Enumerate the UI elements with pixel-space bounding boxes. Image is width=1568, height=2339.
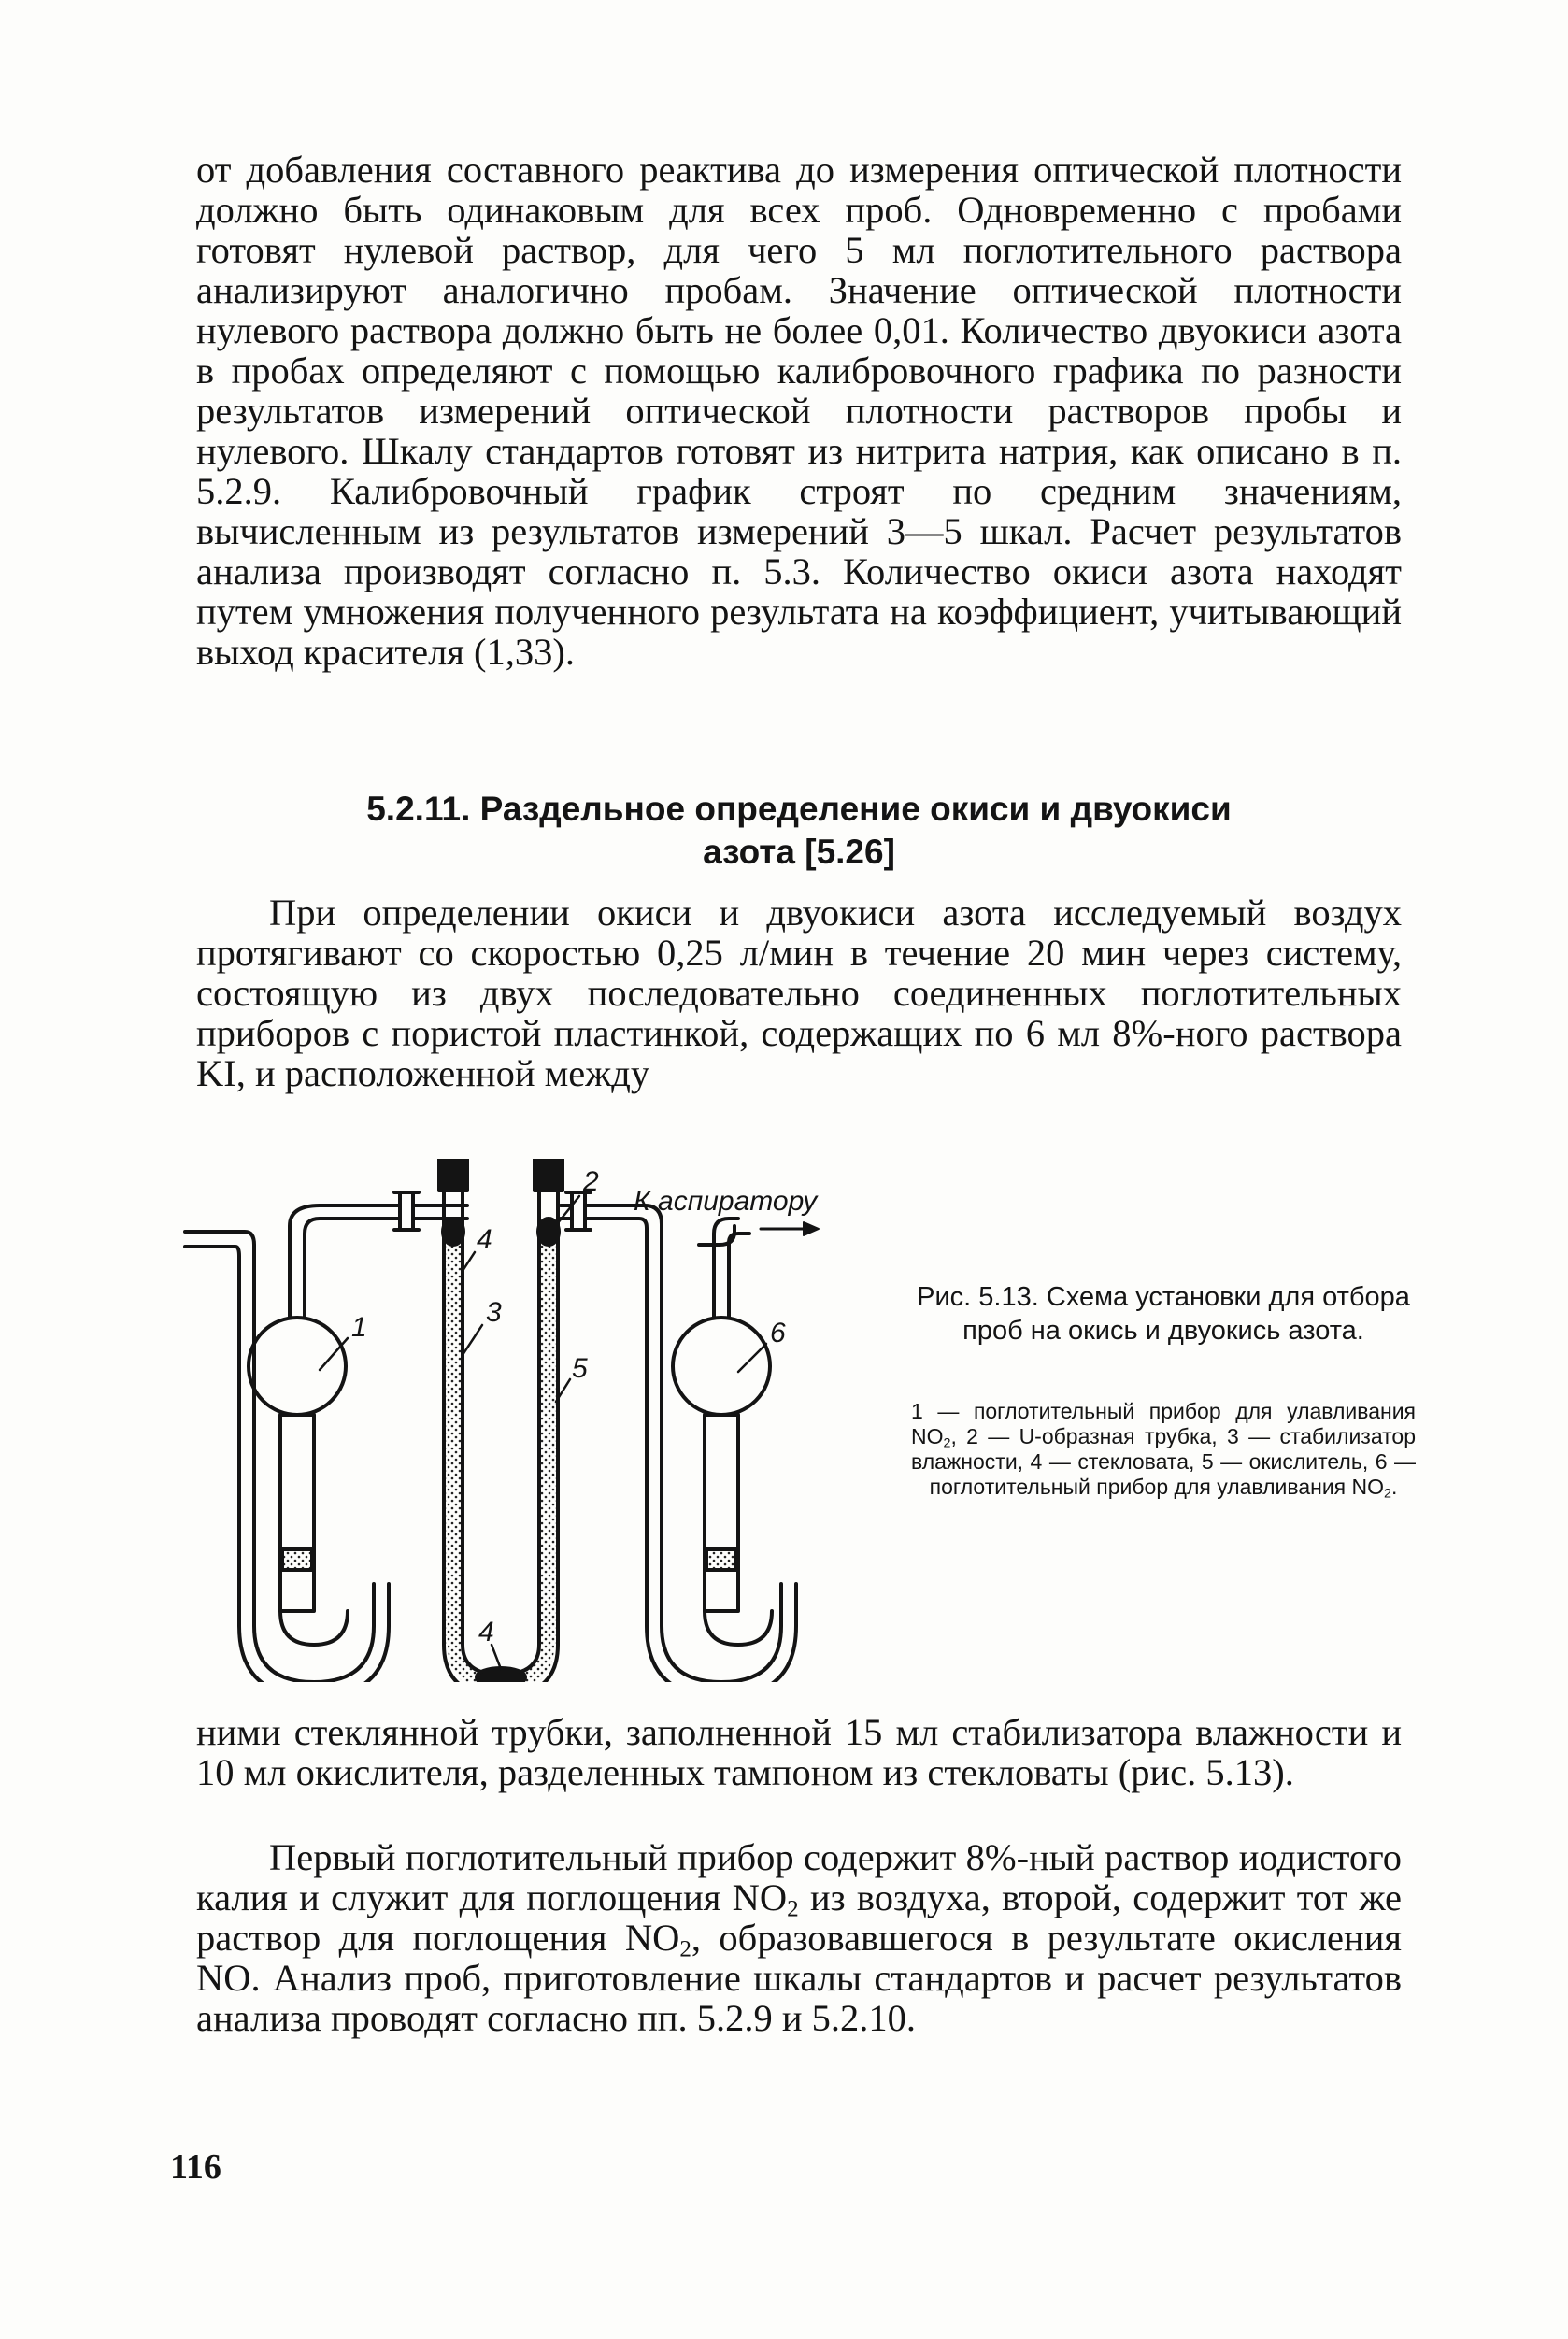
paragraph-4-part-a: Первый поглотительный прибор содержит 8%-ный раствор иодистого калия и служит для поглощения NO	[196, 1836, 1402, 1918]
apparatus-diagram	[178, 1159, 906, 1682]
label-5: 5	[572, 1353, 588, 1384]
label-2: 2	[583, 1166, 599, 1197]
stopcock-right	[561, 1192, 617, 1230]
label-1: 1	[351, 1312, 367, 1343]
page-number: 116	[170, 2147, 221, 2187]
p4-sub-2: 2	[679, 1936, 691, 1962]
legend-part-b: , 2 — U-образная трубка, 3 — стабилизатор влажности, 4 — стекловата, 5 — окислитель, 6 — поглотительный прибор для улавливания NO	[911, 1424, 1416, 1499]
legend-part-a: 1 — поглотительный прибор для улавливания NO	[911, 1399, 1416, 1448]
paragraph-4	[196, 1837, 1402, 2038]
paragraph-4-part-c: , образовавшегося в результате окисления NO. Анализ проб, приготовление шкалы стандартов и расчет результатов анализа проводят согласно пп. 5.2.9 и 5.2.10.	[196, 1917, 1403, 2039]
legend-part-c: .	[1390, 1475, 1398, 1499]
paragraph-2: При определении окиси и двуокиси азота исследуемый воздух протягивают со скоростью 0,25 л/мин в течение 20 мин через систему, состоящую из двух последовательно соединенных поглотительных приборов с пористой пластинкой, содержащих по 6 мл 8%-ного раствора KI, и расположенной между	[196, 891, 1402, 1094]
paragraph-1: от добавления составного реактива до измерения оптической плотности должно быть одинаковым для всех проб. Одновременно с пробами готовят нулевой раствор, для чего 5 мл поглотительного раствора анализируют аналогично пробам. Значение оптической плотности нулевого раствора должно быть не более 0,01. Количество двуокиси азота в пробах определяют с помощью калибровочного графика по разности результатов измерений оптической плотности растворов пробы и нулевого. Шкалу стандартов готовят из нитрита натрия, как описано в п. 5.2.9. Калибровочный график строят по средним значениям, вычисленным из результатов измерений 3—5 шкал. Расчет результатов анализа производят согласно п. 5.3. Количество окиси азота находят путем умножения полученного результата на коэффициент, учитывающий выход красителя (1,33).	[196, 149, 1402, 673]
label-3: 3	[486, 1297, 502, 1328]
section-heading-line-2: азота [5.26]	[703, 833, 895, 871]
legend-sub-2: 2	[1384, 1486, 1391, 1502]
aspirator-label: К аспиратору	[634, 1186, 818, 1217]
p4-sub-1: 2	[787, 1896, 799, 1922]
paragraph-3: ними стеклянной трубки, заполненной 15 мл стабилизатора влажности и 10 мл окислителя, разделенных тампоном из стекловаты (рис. 5.13).	[196, 1711, 1402, 1793]
label-4-bottom: 4	[478, 1617, 494, 1647]
legend-sub-1: 2	[943, 1435, 951, 1451]
label-4-top: 4	[477, 1224, 492, 1255]
label-6: 6	[770, 1318, 786, 1348]
figure-caption: Рис. 5.13. Схема установки для отбора проб на окись и двуокись азота.	[917, 1282, 1410, 1346]
absorber-6	[617, 1205, 796, 1682]
absorber-1	[185, 1205, 392, 1682]
u-tube	[439, 1159, 563, 1682]
section-heading	[196, 788, 1402, 874]
paragraph-4-part-b: из воздуха, второй, содержит тот же раствор для поглощения NO	[196, 1876, 1402, 1959]
figure-legend	[911, 1399, 1416, 1500]
section-heading-line-1: 5.2.11. Раздельное определение окиси и двуокиси	[366, 790, 1232, 828]
